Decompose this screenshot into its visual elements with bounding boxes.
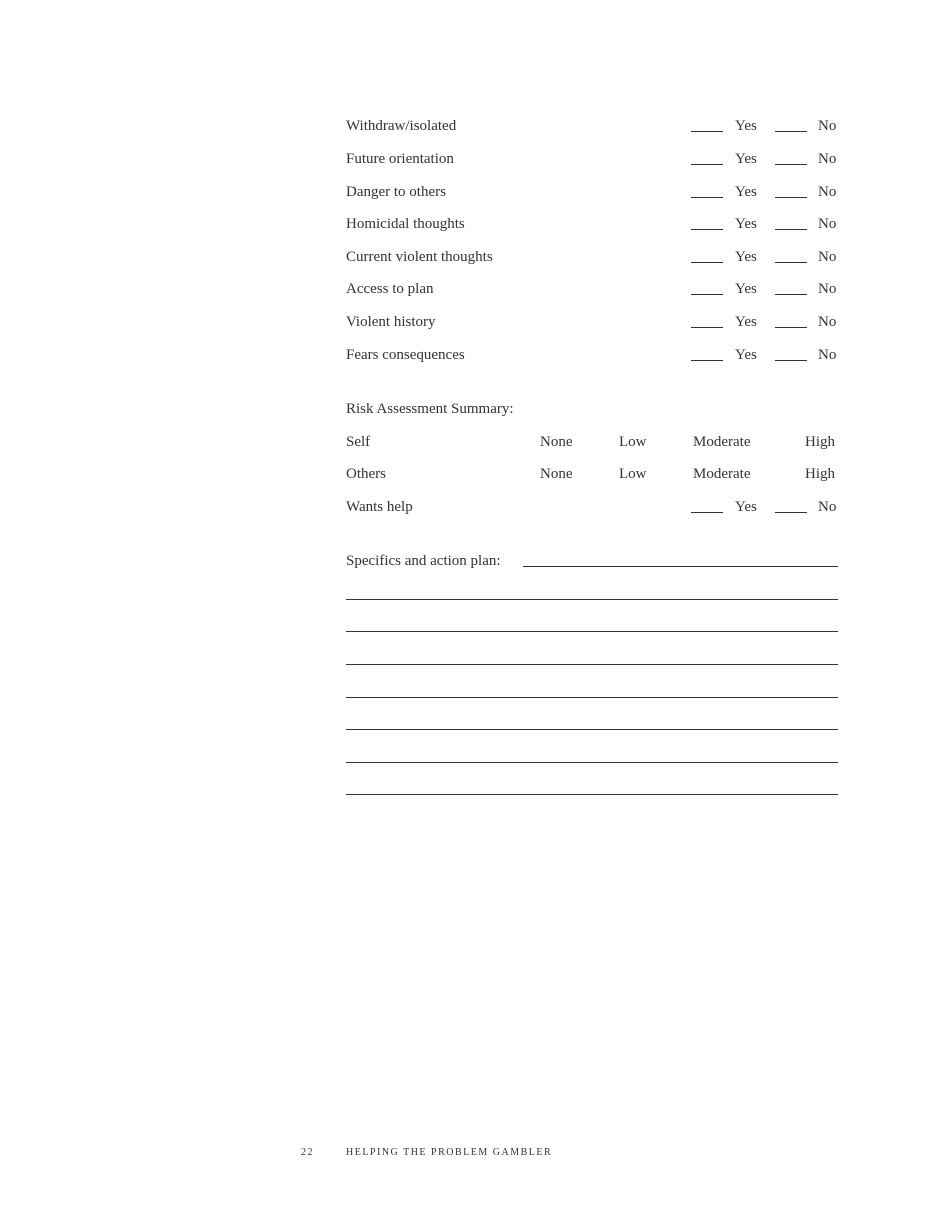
item-label: Homicidal thoughts: [346, 216, 465, 232]
no-blank[interactable]: [775, 164, 807, 165]
wants-help-row: [346, 497, 838, 517]
yes-blank[interactable]: [691, 229, 723, 230]
yes-label: Yes: [735, 249, 757, 265]
no-label: No: [818, 184, 837, 200]
no-blank[interactable]: [775, 512, 807, 513]
checklist-row: [346, 345, 838, 365]
no-blank[interactable]: [775, 360, 807, 361]
writing-line[interactable]: [346, 631, 838, 632]
writing-line[interactable]: [346, 697, 838, 698]
item-label: Fears consequences: [346, 347, 465, 363]
checklist-row: [346, 247, 838, 267]
summary-title-row: [346, 399, 838, 419]
writing-line[interactable]: [346, 762, 838, 763]
option-low[interactable]: Low: [619, 466, 647, 482]
yes-blank[interactable]: [691, 512, 723, 513]
no-blank[interactable]: [775, 229, 807, 230]
yes-label: Yes: [735, 347, 757, 363]
no-blank[interactable]: [775, 327, 807, 328]
checklist-row: [346, 214, 838, 234]
no-blank[interactable]: [775, 197, 807, 198]
item-label: Danger to others: [346, 184, 446, 200]
yes-label: Yes: [735, 151, 757, 167]
item-label: Wants help: [346, 499, 413, 515]
action-plan-line[interactable]: [523, 566, 838, 567]
yes-label: Yes: [735, 281, 757, 297]
risk-row-others: [346, 464, 838, 484]
option-moderate[interactable]: Moderate: [693, 434, 751, 450]
option-high[interactable]: High: [805, 466, 835, 482]
yes-label: Yes: [735, 118, 757, 134]
risk-row-label: Others: [346, 466, 386, 482]
no-label: No: [818, 216, 837, 232]
no-label: No: [818, 281, 837, 297]
yes-blank[interactable]: [691, 197, 723, 198]
option-moderate[interactable]: Moderate: [693, 466, 751, 482]
yes-label: Yes: [735, 499, 757, 515]
no-label: No: [818, 347, 837, 363]
checklist-row: [346, 149, 838, 169]
yes-blank[interactable]: [691, 294, 723, 295]
option-none[interactable]: None: [540, 466, 573, 482]
yes-label: Yes: [735, 216, 757, 232]
no-label: No: [818, 499, 837, 515]
option-none[interactable]: None: [540, 434, 573, 450]
no-label: No: [818, 151, 837, 167]
option-low[interactable]: Low: [619, 434, 647, 450]
action-plan-label: Specifics and action plan:: [346, 553, 501, 569]
writing-line[interactable]: [346, 794, 838, 795]
yes-blank[interactable]: [691, 131, 723, 132]
item-label: Access to plan: [346, 281, 434, 297]
item-label: Current violent thoughts: [346, 249, 493, 265]
yes-blank[interactable]: [691, 262, 723, 263]
no-label: No: [818, 118, 837, 134]
item-label: Violent history: [346, 314, 436, 330]
checklist-row: [346, 312, 838, 332]
item-label: Future orientation: [346, 151, 454, 167]
no-label: No: [818, 314, 837, 330]
item-label: Withdraw/isolated: [346, 118, 457, 134]
yes-label: Yes: [735, 184, 757, 200]
no-blank[interactable]: [775, 262, 807, 263]
checklist-row: [346, 182, 838, 202]
yes-blank[interactable]: [691, 164, 723, 165]
no-blank[interactable]: [775, 294, 807, 295]
option-high[interactable]: High: [805, 434, 835, 450]
checklist-row: [346, 116, 838, 136]
checklist-row: [346, 279, 838, 299]
risk-row-label: Self: [346, 434, 371, 450]
writing-line[interactable]: [346, 664, 838, 665]
summary-title: Risk Assessment Summary:: [346, 401, 514, 417]
writing-line[interactable]: [346, 599, 838, 600]
no-label: No: [818, 249, 837, 265]
writing-line[interactable]: [346, 729, 838, 730]
yes-blank[interactable]: [691, 327, 723, 328]
yes-blank[interactable]: [691, 360, 723, 361]
running-title: HELPING THE PROBLEM GAMBLER: [346, 1147, 553, 1158]
page-number: 22: [301, 1147, 314, 1158]
action-plan-row: [346, 551, 838, 571]
yes-label: Yes: [735, 314, 757, 330]
no-blank[interactable]: [775, 131, 807, 132]
risk-row-self: [346, 432, 838, 452]
